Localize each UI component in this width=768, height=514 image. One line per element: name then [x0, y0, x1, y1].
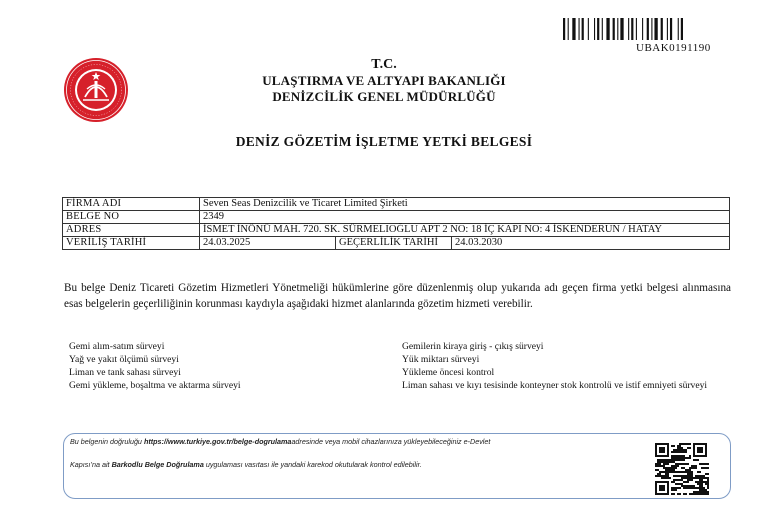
address-value: İSMET İNÖNÜ MAH. 720. SK. SÜRMELIOĞLU APT 2 NO: 18 İÇ KAPI NO: 4 İSKENDERUN / HATAY	[200, 224, 730, 237]
table-row	[63, 237, 730, 250]
table-row	[63, 211, 730, 224]
verification-line-2	[70, 460, 422, 469]
cert-no-value: 2349	[200, 211, 730, 224]
header-ministry: ULAŞTIRMA VE ALTYAPI BAKANLIĞI	[262, 73, 506, 88]
firm-value: Seven Seas Denizcilik ve Ticaret Limited Şirketi	[200, 198, 730, 211]
list-item: Gemi alım-satım sürveyi	[69, 341, 165, 352]
verification-text: adresinde veya	[291, 437, 341, 446]
verification-line-1	[70, 437, 490, 446]
table-row	[63, 198, 730, 211]
header-directorate: DENİZCİLİK GENEL MÜDÜRLÜĞÜ	[272, 89, 496, 104]
verification-text: mobil cihazlarınıza yükleyebileceğiniz e-Devlet	[340, 437, 491, 446]
verification-text: uygulaması vasıtası ile yandaki karekod okutularak kontrol edilebilir.	[203, 460, 422, 469]
list-item: Gemilerin kiraya giriş - çıkış sürveyi	[402, 341, 544, 352]
issue-date-value: 24.03.2025	[200, 237, 336, 250]
document-title: DENİZ GÖZETİM İŞLETME YETKİ BELGESİ	[235, 134, 533, 149]
list-item: Liman ve tank sahası sürveyi	[69, 367, 181, 378]
qr-code-icon	[655, 443, 709, 495]
table-row	[63, 224, 730, 237]
services-right-list	[402, 340, 707, 392]
verification-url-link[interactable]: https://www.turkiye.gov.tr/belge-dogrulama	[143, 437, 292, 446]
document-code: UBAK0191190	[636, 42, 711, 54]
authorization-statement: Bu belge Deniz Ticareti Gözetim Hizmetleri Yönetmeliği hükümlerine göre düzenlenmiş olup yukarıda adı geçen firma yetki belgesi alınmasına esas belgelerin geçerliliğinin korunması kaydıyla aşağıdaki hizmet alanlarında gözetim hizmeti verebilir.	[64, 282, 731, 310]
list-item: Yağ ve yakıt ölçümü sürveyi	[69, 354, 179, 365]
verification-text: Bu belgenin doğruluğu	[70, 437, 144, 446]
certificate-info-table	[62, 197, 730, 250]
validity-date-label: GEÇERLİLİK TARİHİ	[336, 237, 452, 250]
issue-date-label: VERİLİŞ TARİHİ	[63, 237, 200, 250]
header-tc: T.C.	[371, 57, 397, 72]
services-left-list	[69, 340, 241, 392]
list-item: Yükleme öncesi kontrol	[402, 367, 495, 378]
app-name: Barkodlu Belge Doğrulama	[111, 460, 204, 469]
firm-label: FİRMA ADI	[63, 198, 200, 211]
barcode-icon	[563, 18, 718, 40]
validity-date-value: 24.03.2030	[452, 237, 730, 250]
cert-no-label: BELGE NO	[63, 211, 200, 224]
verification-text: Kapısı’na ait	[70, 460, 112, 469]
list-item: Liman sahası ve kıyı tesisinde konteyner stok kontrolü ve istif emniyeti sürveyi	[402, 380, 708, 391]
list-item: Yük miktarı sürveyi	[402, 354, 480, 365]
list-item: Gemi yükleme, boşaltma ve aktarma sürveyi	[69, 380, 241, 391]
address-label: ADRES	[63, 224, 200, 237]
